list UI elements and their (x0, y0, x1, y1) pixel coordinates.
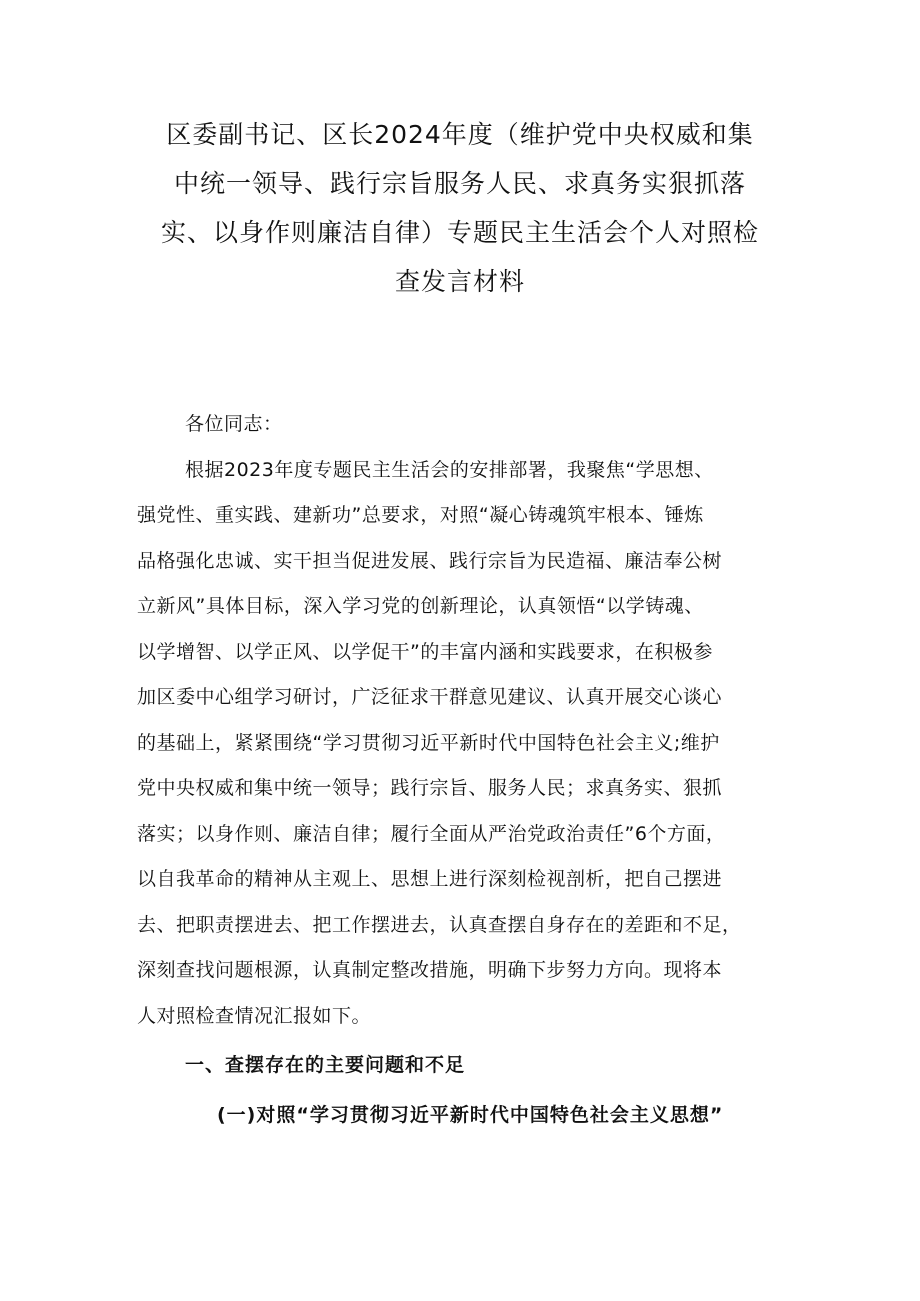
paragraph-line: 党中央权威和集中统一领导；践行宗旨、服务人民；求真务实、狠抓 (137, 777, 723, 799)
section-heading: 一、查摆存在的主要问题和不足 (185, 1054, 466, 1076)
paragraph-line: 根据2023年度专题民主生活会的安排部署，我聚焦“学思想、 (185, 458, 714, 481)
title-line: 实、以身作则廉洁自律）专题民主生活会个人对照检 (160, 218, 759, 247)
paragraph-line: 以学增智、以学正风、以学促干”的丰富内涵和实践要求，在积极参 (137, 640, 713, 663)
paragraph-line: 强党性、重实践、建新功”总要求，对照“凝心铸魂筑牢根本、锤炼 (137, 504, 704, 526)
paragraph-line: 深刻查找问题根源，认真制定整改措施，明确下步努力方向。现将本 (137, 959, 723, 981)
paragraph-line: 去、把职责摆进去、把工作摆进去，认真查摆自身存在的差距和不足， (137, 913, 742, 936)
salutation: 各位同志： (185, 413, 283, 435)
title-line: 区委副书记、区长2024年度（维护党中央权威和集 (166, 120, 754, 149)
document-body (137, 402, 797, 1138)
paragraph-line: 立新风”具体目标，深入学习党的创新理论，认真领悟“以学铸魂、 (137, 595, 704, 617)
paragraph-line: 的基础上，紧紧围绕“学习贯彻习近平新时代中国特色社会主义;维护 (137, 731, 720, 754)
paragraph-line: 品格强化忠诚、实干担当促进发展、践行宗旨为民造福、廉洁奉公树 (137, 549, 723, 572)
intro-paragraph (137, 448, 797, 1040)
paragraph-line: 落实；以身作则、廉洁自律；履行全面从严治党政治责任”6个方面， (137, 822, 726, 845)
subsection-heading: (一)对照“学习贯彻习近平新时代中国特色社会主义思想” (217, 1103, 724, 1126)
paragraph-line: 人对照检查情况汇报如下。 (137, 1004, 372, 1027)
paragraph-line: 加区委中心组学习研讨，广泛征求干群意见建议、认真开展交心谈心 (137, 686, 723, 708)
paragraph-line: 以自我革命的精神从主观上、思想上进行深刻检视剖析，把自己摆进 (137, 868, 723, 890)
document-title (135, 110, 785, 306)
title-line: 中统一领导、践行宗旨服务人民、求真务实狠抓落 (173, 169, 746, 198)
title-line: 查发言材料 (394, 267, 525, 296)
